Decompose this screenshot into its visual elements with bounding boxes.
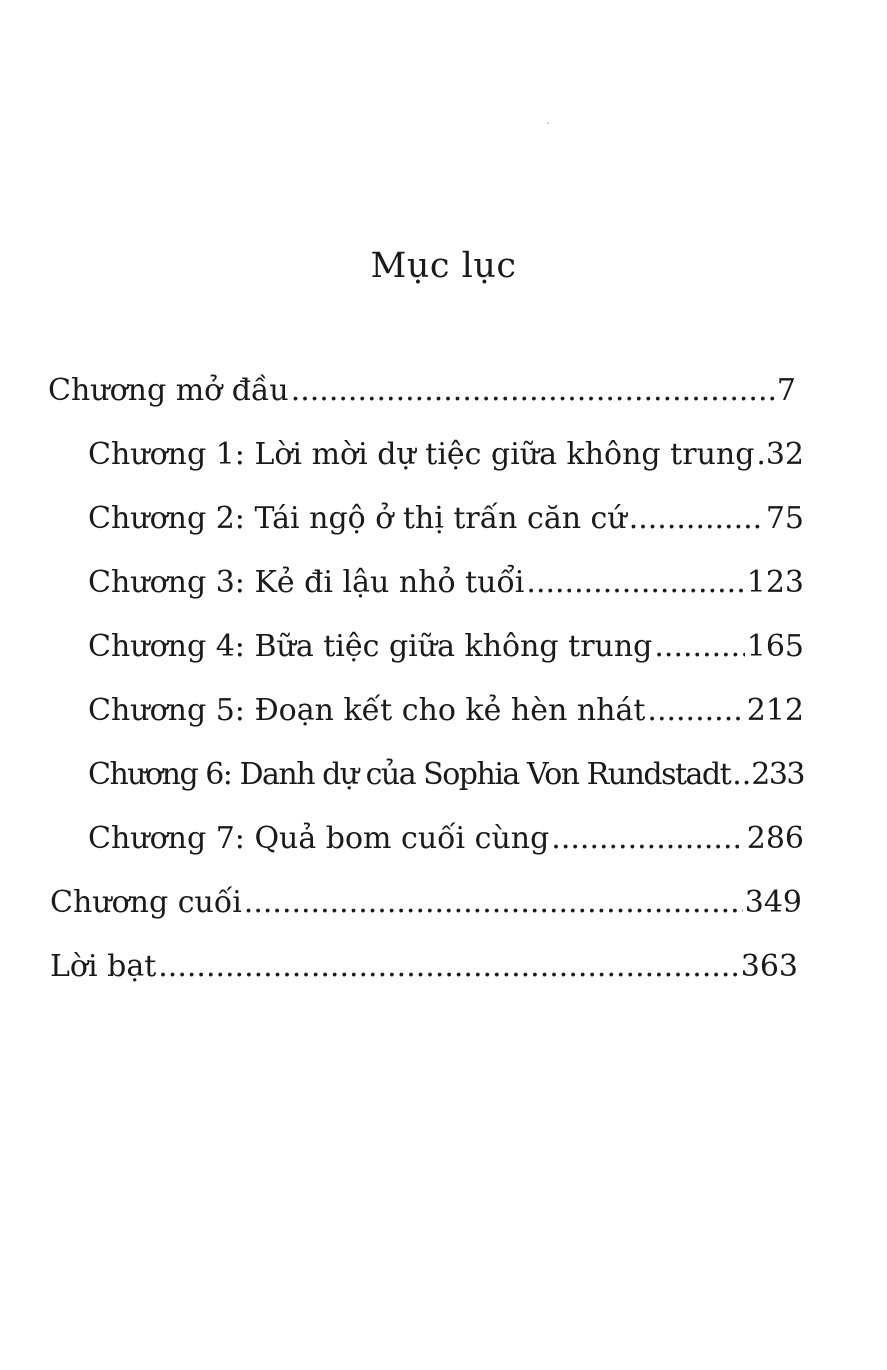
- dot-leader: [291, 368, 775, 414]
- toc-entry-page: 32: [765, 437, 804, 472]
- toc-entry-afterword[interactable]: [50, 944, 798, 990]
- toc-entry-label: Chương mở đầu: [48, 373, 289, 408]
- dot-leader: [654, 624, 744, 670]
- toc-entry-chapter-4[interactable]: [88, 624, 804, 670]
- toc-entry-label: Chương cuối: [50, 885, 242, 920]
- dot-leader: [732, 752, 749, 798]
- toc-entry-label: Chương 2: Tái ngộ ở thị trấn căn cứ: [88, 501, 627, 536]
- dot-leader: [526, 560, 744, 606]
- toc-entry-page: 75: [765, 501, 804, 536]
- toc-entry-label: Chương 6: Danh dự của Sophia Von Rundstadt: [88, 757, 731, 792]
- toc-entry-page: 7: [776, 373, 796, 408]
- toc-entry-page: 212: [746, 693, 804, 728]
- toc-entry-label: Lời bạt: [50, 949, 157, 984]
- dot-leader: [629, 496, 764, 542]
- toc-entry-page: 363: [740, 949, 798, 984]
- dot-leader: [551, 816, 744, 862]
- toc-entry-prologue[interactable]: [48, 368, 796, 414]
- toc-entry-label: Chương 4: Bữa tiệc giữa không trung: [88, 629, 653, 664]
- dot-leader: [244, 880, 743, 926]
- toc-entry-chapter-7[interactable]: [88, 816, 804, 862]
- page-title: Mục lục: [370, 246, 517, 286]
- print-speck: [547, 122, 549, 124]
- dot-leader: [647, 688, 744, 734]
- toc-entry-page: 286: [746, 821, 804, 856]
- toc-entry-page: 233: [751, 757, 804, 792]
- toc-entry-label: Chương 1: Lời mời dự tiệc giữa không trung: [88, 437, 755, 472]
- toc-entry-page: 123: [746, 565, 804, 600]
- dot-leader: [756, 432, 763, 478]
- toc-entry-label: Chương 3: Kẻ đi lậu nhỏ tuổi: [88, 565, 525, 600]
- toc-entry-final-chapter[interactable]: [50, 880, 802, 926]
- toc-entry-chapter-3[interactable]: [88, 560, 804, 606]
- toc-entry-page: 349: [744, 885, 802, 920]
- toc-entry-page: 165: [746, 629, 804, 664]
- toc-entry-chapter-2[interactable]: [88, 496, 804, 542]
- toc-entry-label: Chương 7: Quả bom cuối cùng: [88, 821, 550, 856]
- dot-leader: [158, 944, 738, 990]
- toc-entry-chapter-6[interactable]: [88, 752, 804, 798]
- toc-entry-chapter-5[interactable]: [88, 688, 804, 734]
- toc-entry-chapter-1[interactable]: [88, 432, 804, 478]
- toc-entry-label: Chương 5: Đoạn kết cho kẻ hèn nhát: [88, 693, 646, 728]
